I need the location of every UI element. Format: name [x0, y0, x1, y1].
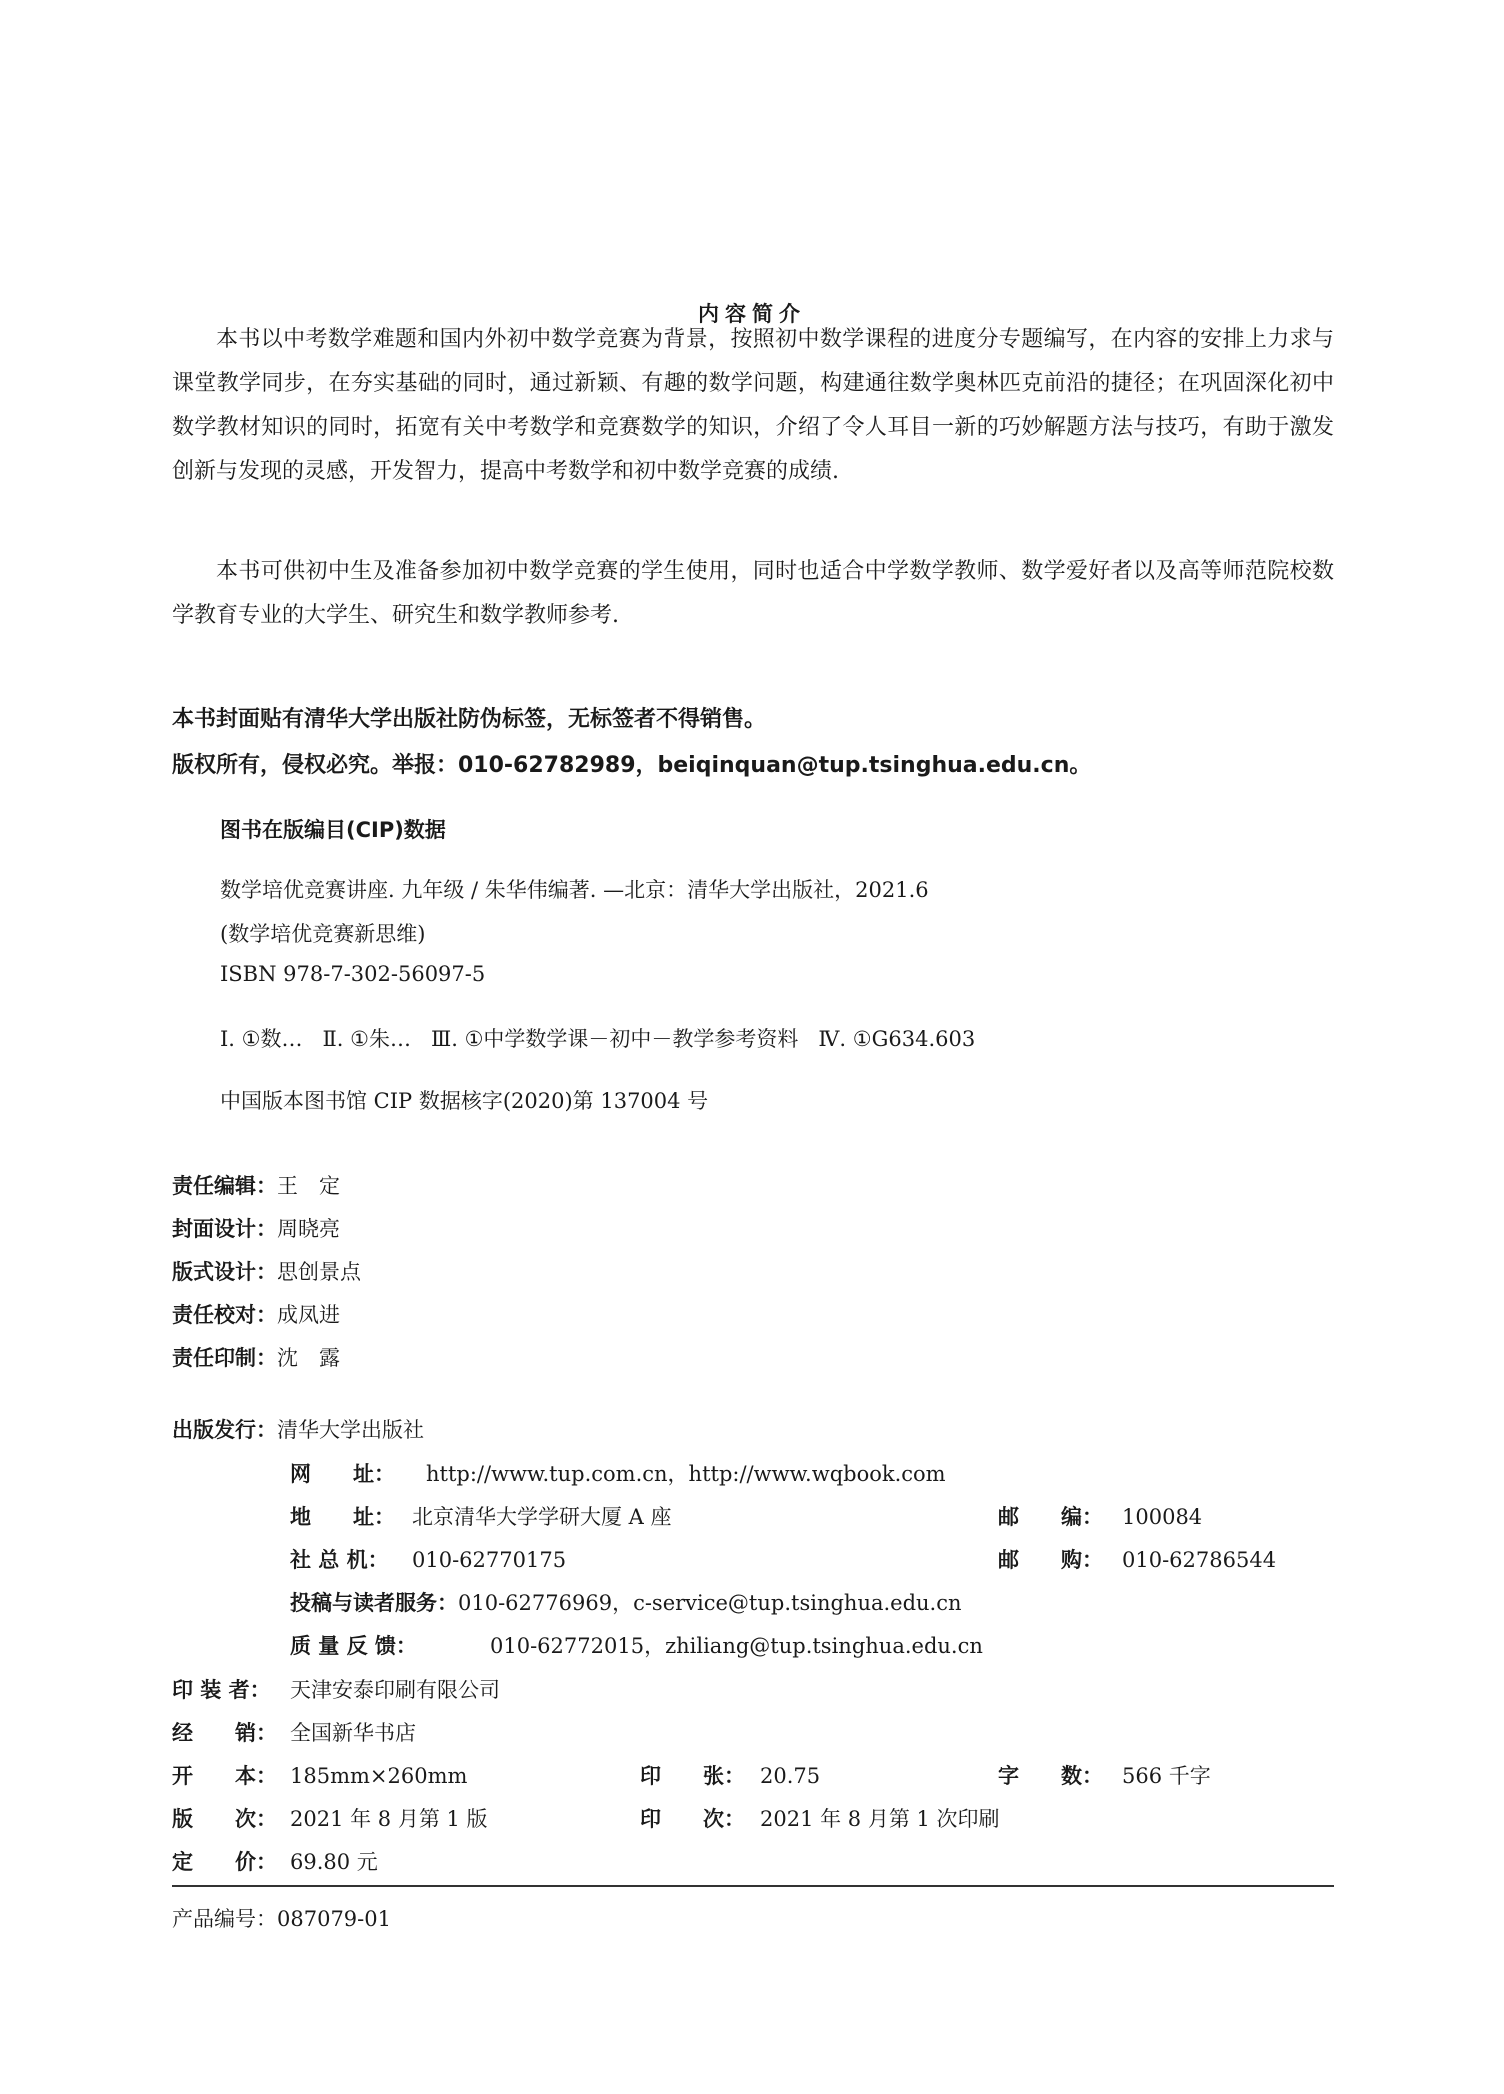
publisher-label: 出版发行：: [172, 1418, 277, 1442]
website-value: http://www.tup.com.cn，http://www.wqbook.com: [426, 1462, 946, 1486]
staff-row-cover-design: [172, 1213, 340, 1243]
staff-value: 沈 露: [277, 1346, 340, 1370]
staff-row-proofreader: [172, 1299, 340, 1329]
word-count-row: [998, 1760, 1211, 1790]
switchboard-row: [290, 1544, 566, 1574]
printer-label: 印 装 者：: [172, 1678, 271, 1702]
reader-service-row: [290, 1587, 962, 1617]
printer-row: [172, 1674, 500, 1704]
cip-series-line: (数学培优竞赛新思维): [220, 922, 426, 946]
impression-value: 2021 年 8 月第 1 次印刷: [760, 1807, 1000, 1831]
cip-record-number: 中国版本图书馆 CIP 数据核字(2020)第 137004 号: [220, 1089, 709, 1113]
summary-paragraph-2: 本书可供初中生及准备参加初中数学竞赛的学生使用，同时也适合中学数学教师、数学爱好者以及高等师范院校数学教育专业的大学生、研究生和数学教师参考.: [172, 559, 1334, 628]
cip-title-line: 数学培优竞赛讲座. 九年级 / 朱华伟编著. —北京：清华大学出版社，2021.6: [220, 878, 929, 902]
impression-row: [640, 1803, 1000, 1833]
address-row: [290, 1501, 672, 1531]
switchboard-value: 010-62770175: [412, 1548, 567, 1572]
copyright-notice: 版权所有，侵权必究。举报：010-62782989，beiqinquan@tup.tsinghua.edu.cn。: [172, 753, 1092, 778]
price-row: [172, 1846, 378, 1876]
staff-row-print-supervisor: [172, 1342, 340, 1372]
distributor-row: [172, 1717, 416, 1747]
sheets-value: 20.75: [760, 1764, 821, 1788]
edition-row: [172, 1803, 488, 1833]
distributor-label: 经 销：: [172, 1721, 277, 1745]
anti-counterfeit-notice: 本书封面贴有清华大学出版社防伪标签，无标签者不得销售。: [172, 707, 767, 732]
staff-row-editor: [172, 1170, 340, 1200]
product-code-value: 087079-01: [277, 1907, 391, 1931]
quality-feedback-value: 010-62772015，zhiliang@tup.tsinghua.edu.cn: [490, 1634, 983, 1658]
word-count-value: 566 千字: [1122, 1764, 1211, 1788]
staff-label: 责任编辑：: [172, 1174, 277, 1198]
staff-label: 责任印制：: [172, 1346, 277, 1370]
staff-value: 成凤进: [277, 1303, 340, 1327]
impression-label: 印 次：: [640, 1807, 745, 1831]
summary-title: 内容简介: [698, 302, 806, 326]
summary-paragraph-1: 本书以中考数学难题和国内外初中数学竞赛为背景，按照初中数学课程的进度分专题编写，在内容的安排上力求与课堂教学同步，在夯实基础的同时，通过新颖、有趣的数学问题，构建通往数学奥林匹克前沿的捷径；在巩固深化初中数学教材知识的同时，拓宽有关中考数学和竞赛数学的知识，介绍了令人耳目一新的巧妙解题方法与技巧，有助于激发创新与发现的灵感，开发智力，提高中考数学和初中数学竞赛的成绩.: [172, 327, 1334, 484]
publisher-value: 清华大学出版社: [277, 1418, 424, 1442]
cip-isbn: ISBN 978-7-302-56097-5: [220, 962, 486, 986]
publisher-row: [172, 1414, 424, 1444]
format-row: [172, 1760, 467, 1790]
reader-service-label: 投稿与读者服务：: [290, 1591, 458, 1615]
price-label: 定 价：: [172, 1850, 277, 1874]
postcode-label: 邮 编：: [998, 1505, 1103, 1529]
postcode-value: 100084: [1122, 1505, 1203, 1529]
mail-order-row: [998, 1544, 1276, 1574]
word-count-label: 字 数：: [998, 1764, 1103, 1788]
format-value: 185mm×260mm: [290, 1764, 468, 1788]
edition-label: 版 次：: [172, 1807, 277, 1831]
mail-order-label: 邮 购：: [998, 1548, 1103, 1572]
staff-value: 王 定: [277, 1174, 340, 1198]
product-code-label: 产品编号：: [172, 1907, 277, 1931]
staff-label: 版式设计：: [172, 1260, 277, 1284]
cip-classification: Ⅰ. ①数… Ⅱ. ①朱… Ⅲ. ①中学数学课－初中－教学参考资料 Ⅳ. ①G634.603: [220, 1027, 976, 1051]
product-code-row: [172, 1903, 391, 1933]
website-label: 网 址：: [290, 1462, 395, 1486]
distributor-value: 全国新华书店: [290, 1721, 416, 1745]
staff-label: 责任校对：: [172, 1303, 277, 1327]
staff-label: 封面设计：: [172, 1217, 277, 1241]
format-label: 开 本：: [172, 1764, 277, 1788]
sheets-label: 印 张：: [640, 1764, 745, 1788]
divider: [172, 1885, 1334, 1887]
sheets-row: [640, 1760, 820, 1790]
printer-value: 天津安泰印刷有限公司: [290, 1678, 500, 1702]
staff-row-layout-design: [172, 1256, 361, 1286]
postcode-row: [998, 1501, 1202, 1531]
address-label: 地 址：: [290, 1505, 395, 1529]
cip-heading: 图书在版编目(CIP)数据: [220, 818, 446, 842]
quality-feedback-label: 质 量 反 馈：: [290, 1634, 417, 1658]
website-row: [290, 1458, 946, 1488]
reader-service-value: 010-62776969，c-service@tup.tsinghua.edu.cn: [458, 1591, 962, 1615]
staff-value: 周晓亮: [277, 1217, 340, 1241]
edition-value: 2021 年 8 月第 1 版: [290, 1807, 488, 1831]
staff-value: 思创景点: [277, 1260, 361, 1284]
address-value: 北京清华大学学研大厦 A 座: [412, 1505, 672, 1529]
quality-feedback-row: [290, 1630, 983, 1660]
mail-order-value: 010-62786544: [1122, 1548, 1277, 1572]
switchboard-label: 社 总 机：: [290, 1548, 389, 1572]
price-value: 69.80 元: [290, 1850, 378, 1874]
